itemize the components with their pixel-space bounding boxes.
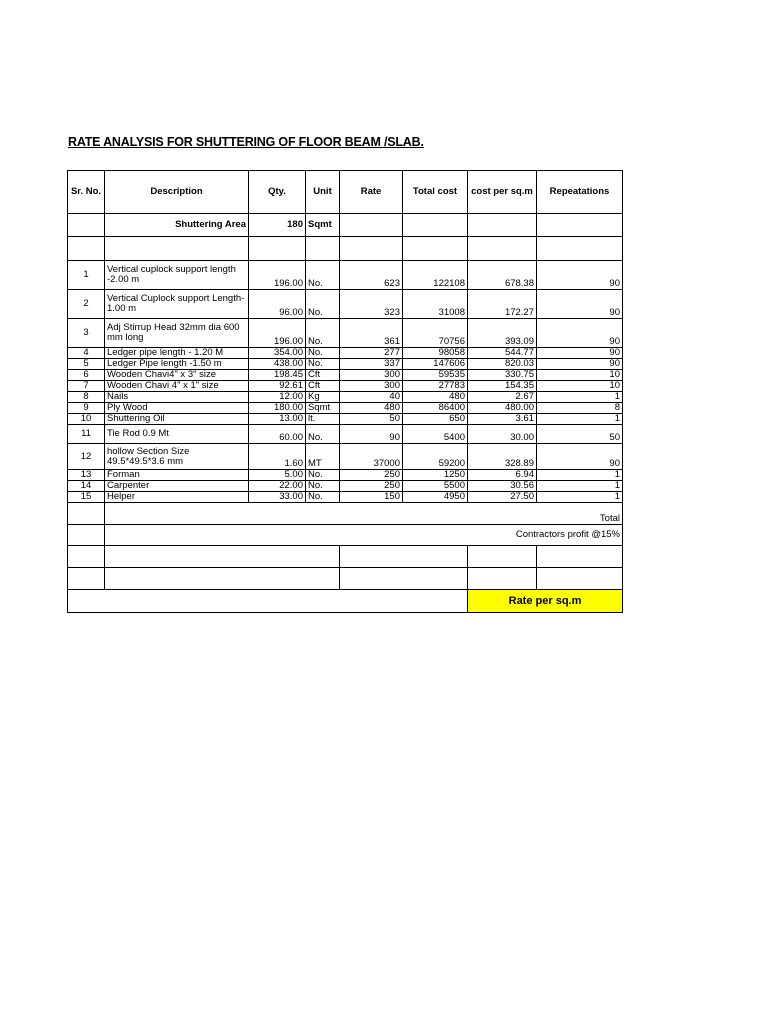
row-sr-number: 13 (68, 470, 105, 481)
row-repeatations: 1 (537, 481, 623, 492)
row-qty: 196.00 (249, 261, 306, 290)
row-unit: No. (306, 425, 340, 444)
row-description: Adj Stirrup Head 32mm dia 600 mm long (105, 319, 249, 348)
row-cost-per-sqm: 3.61 (468, 414, 537, 425)
row-repeatations: 8 (537, 403, 623, 414)
row-rate: 50 (340, 414, 403, 425)
row-repeatations: 90 (537, 348, 623, 359)
row-repeatations: 90 (537, 319, 623, 348)
row-unit: No. (306, 319, 340, 348)
row-rate: 323 (340, 290, 403, 319)
table-row (68, 319, 623, 348)
row-qty: 12.00 (249, 392, 306, 403)
row-rate: 150 (340, 492, 403, 503)
row-unit: No. (306, 290, 340, 319)
row-total-cost: 122108 (403, 261, 468, 290)
row-cost-per-sqm: 330.75 (468, 370, 537, 381)
row-repeatations: 90 (537, 261, 623, 290)
row-total-cost: 1250 (403, 470, 468, 481)
row-cost-per-sqm: 30.56 (468, 481, 537, 492)
row-description: Forman (105, 470, 249, 481)
row-total-cost: 70756 (403, 319, 468, 348)
table-row (68, 290, 623, 319)
contractors-profit-label: Contractors profit @15% (105, 525, 623, 546)
header-cost-per-sqm: cost per sq.m (468, 171, 537, 214)
row-total-cost: 480 (403, 392, 468, 403)
row-unit: No. (306, 492, 340, 503)
row-rate: 250 (340, 481, 403, 492)
table-row (68, 359, 623, 370)
row-unit: Kg (306, 392, 340, 403)
row-repeatations: 1 (537, 392, 623, 403)
row-qty: 33.00 (249, 492, 306, 503)
row-total-cost: 98058 (403, 348, 468, 359)
table-row (68, 444, 623, 470)
row-cost-per-sqm: 544.77 (468, 348, 537, 359)
row-description: Vertical Cuplock support Length-1.00 m (105, 290, 249, 319)
row-total-cost: 5400 (403, 425, 468, 444)
row-description: Shuttering Oil (105, 414, 249, 425)
row-qty: 438.00 (249, 359, 306, 370)
row-cost-per-sqm: 27.50 (468, 492, 537, 503)
row-unit: No. (306, 348, 340, 359)
row-unit: No. (306, 481, 340, 492)
row-repeatations: 50 (537, 425, 623, 444)
header-rate: Rate (340, 171, 403, 214)
header-total-cost: Total cost (403, 171, 468, 214)
row-description: Ledger pipe length - 1.20 M (105, 348, 249, 359)
row-cost-per-sqm: 678.38 (468, 261, 537, 290)
row-qty: 13.00 (249, 414, 306, 425)
row-rate: 480 (340, 403, 403, 414)
blank-summary-row (68, 546, 623, 568)
row-description: hollow Section Size 49.5*49.5*3.6 mm (105, 444, 249, 470)
table-row (68, 425, 623, 444)
rate-per-sqm-label: Rate per sq.m (468, 590, 623, 613)
row-unit: No. (306, 470, 340, 481)
row-repeatations: 1 (537, 492, 623, 503)
row-unit: No. (306, 261, 340, 290)
row-description: Carpenter (105, 481, 249, 492)
row-sr-number: 8 (68, 392, 105, 403)
header-qty: Qty. (249, 171, 306, 214)
row-unit: Sqmt (306, 403, 340, 414)
page-title: RATE ANALYSIS FOR SHUTTERING OF FLOOR BEAM /SLAB. (68, 135, 424, 149)
row-repeatations: 10 (537, 381, 623, 392)
shuttering-area-unit: Sqmt (306, 214, 340, 237)
row-cost-per-sqm: 820.03 (468, 359, 537, 370)
blank-summary-row (68, 568, 623, 590)
row-qty: 180.00 (249, 403, 306, 414)
row-description: Nails (105, 392, 249, 403)
row-cost-per-sqm: 6.94 (468, 470, 537, 481)
row-description: Vertical cuplock support length -2.00 m (105, 261, 249, 290)
header-row (68, 171, 623, 214)
table-row (68, 392, 623, 403)
row-total-cost: 59200 (403, 444, 468, 470)
total-row (68, 503, 623, 525)
shuttering-area-value: 180 (249, 214, 306, 237)
row-total-cost: 4950 (403, 492, 468, 503)
row-cost-per-sqm: 30.00 (468, 425, 537, 444)
row-cost-per-sqm: 393.09 (468, 319, 537, 348)
rate-per-sqm-row (68, 590, 623, 613)
row-total-cost: 5500 (403, 481, 468, 492)
row-sr-number: 12 (68, 444, 105, 470)
row-qty: 92.61 (249, 381, 306, 392)
row-cost-per-sqm: 154.35 (468, 381, 537, 392)
row-qty: 22.00 (249, 481, 306, 492)
row-rate: 300 (340, 381, 403, 392)
row-description: Ply Wood (105, 403, 249, 414)
row-total-cost: 31008 (403, 290, 468, 319)
row-unit: Cft (306, 370, 340, 381)
shuttering-area-row (68, 214, 623, 237)
table-row (68, 403, 623, 414)
total-label: Total (105, 503, 623, 525)
row-sr-number: 6 (68, 370, 105, 381)
profit-row (68, 525, 623, 546)
row-repeatations: 90 (537, 290, 623, 319)
row-cost-per-sqm: 172.27 (468, 290, 537, 319)
row-rate: 361 (340, 319, 403, 348)
row-total-cost: 147606 (403, 359, 468, 370)
row-sr-number: 3 (68, 319, 105, 348)
row-repeatations: 1 (537, 470, 623, 481)
row-sr-number: 10 (68, 414, 105, 425)
row-rate: 90 (340, 425, 403, 444)
row-rate: 337 (340, 359, 403, 370)
row-qty: 196.00 (249, 319, 306, 348)
table-row (68, 481, 623, 492)
row-cost-per-sqm: 328.89 (468, 444, 537, 470)
row-cost-per-sqm: 480.00 (468, 403, 537, 414)
header-repeatations: Repeatations (537, 171, 623, 214)
row-sr-number: 2 (68, 290, 105, 319)
header-description: Description (105, 171, 249, 214)
row-total-cost: 86400 (403, 403, 468, 414)
table-row (68, 414, 623, 425)
row-description: Wooden Chavi4" x 3" size (105, 370, 249, 381)
row-rate: 623 (340, 261, 403, 290)
header-unit: Unit (306, 171, 340, 214)
row-repeatations: 90 (537, 444, 623, 470)
row-description: Helper (105, 492, 249, 503)
row-unit: No. (306, 359, 340, 370)
row-unit: lt. (306, 414, 340, 425)
row-sr-number: 5 (68, 359, 105, 370)
rate-analysis-table (67, 170, 623, 613)
blank-row (68, 237, 623, 261)
row-rate: 300 (340, 370, 403, 381)
row-rate: 250 (340, 470, 403, 481)
row-total-cost: 650 (403, 414, 468, 425)
row-repeatations: 90 (537, 359, 623, 370)
row-repeatations: 10 (537, 370, 623, 381)
row-qty: 1.60 (249, 444, 306, 470)
row-qty: 5.00 (249, 470, 306, 481)
row-cost-per-sqm: 2.67 (468, 392, 537, 403)
row-unit: MT (306, 444, 340, 470)
table-row (68, 261, 623, 290)
row-description: Tie Rod 0.9 Mt (105, 425, 249, 444)
table-row (68, 381, 623, 392)
row-sr-number: 14 (68, 481, 105, 492)
row-qty: 354.00 (249, 348, 306, 359)
table-row (68, 492, 623, 503)
row-rate: 40 (340, 392, 403, 403)
row-total-cost: 59535 (403, 370, 468, 381)
row-sr-number: 4 (68, 348, 105, 359)
row-sr-number: 11 (68, 425, 105, 444)
table-row (68, 348, 623, 359)
row-sr-number: 15 (68, 492, 105, 503)
header-sr: Sr. No. (68, 171, 105, 214)
shuttering-area-label: Shuttering Area (105, 214, 249, 237)
row-qty: 198.45 (249, 370, 306, 381)
row-sr-number: 7 (68, 381, 105, 392)
row-unit: Cft (306, 381, 340, 392)
row-description: Ledger Pipe length -1.50 m (105, 359, 249, 370)
row-description: Wooden Chavi 4" x 1" size (105, 381, 249, 392)
row-total-cost: 27783 (403, 381, 468, 392)
row-qty: 96.00 (249, 290, 306, 319)
row-rate: 37000 (340, 444, 403, 470)
table-row (68, 470, 623, 481)
row-repeatations: 1 (537, 414, 623, 425)
row-rate: 277 (340, 348, 403, 359)
row-sr-number: 9 (68, 403, 105, 414)
row-qty: 60.00 (249, 425, 306, 444)
row-sr-number: 1 (68, 261, 105, 290)
table-row (68, 370, 623, 381)
